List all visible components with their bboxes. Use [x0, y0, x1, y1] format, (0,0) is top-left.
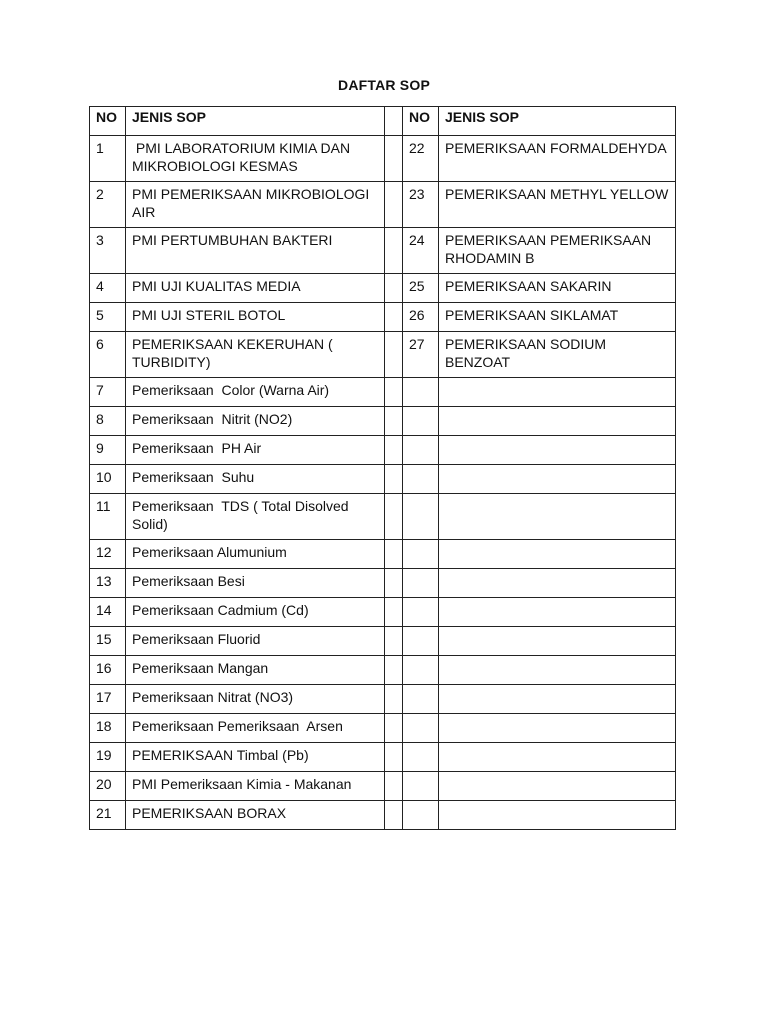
sop-table: [89, 106, 676, 830]
row-name-right: [439, 540, 676, 569]
row-no-left: 11: [90, 494, 126, 540]
row-name-right: [439, 685, 676, 714]
row-name-left: PMI UJI STERIL BOTOL: [126, 303, 385, 332]
row-name-left: PMI PEMERIKSAAN MIKROBIOLOGI AIR: [126, 182, 385, 228]
row-name-right: [439, 714, 676, 743]
row-gap: [385, 332, 403, 378]
header-no-left: NO: [90, 107, 126, 136]
row-name-left: Pemeriksaan Color (Warna Air): [126, 378, 385, 407]
row-name-right: [439, 465, 676, 494]
table-row: [90, 378, 676, 407]
row-no-right: [403, 569, 439, 598]
row-no-right: [403, 656, 439, 685]
row-gap: [385, 627, 403, 656]
row-name-left: PEMERIKSAAN BORAX: [126, 801, 385, 830]
row-no-left: 1: [90, 136, 126, 182]
table-row: [90, 274, 676, 303]
row-no-right: [403, 743, 439, 772]
row-gap: [385, 656, 403, 685]
row-name-left: PMI Pemeriksaan Kimia - Makanan: [126, 772, 385, 801]
row-name-left: Pemeriksaan Alumunium: [126, 540, 385, 569]
row-no-left: 13: [90, 569, 126, 598]
row-no-right: [403, 378, 439, 407]
row-gap: [385, 494, 403, 540]
row-name-left: Pemeriksaan Suhu: [126, 465, 385, 494]
row-no-left: 18: [90, 714, 126, 743]
row-name-left: Pemeriksaan PH Air: [126, 436, 385, 465]
page-title: DAFTAR SOP: [338, 77, 430, 93]
table-row: [90, 332, 676, 378]
table-row: [90, 182, 676, 228]
row-gap: [385, 540, 403, 569]
row-no-right: [403, 685, 439, 714]
row-name-right: [439, 801, 676, 830]
row-no-left: 6: [90, 332, 126, 378]
row-no-right: [403, 801, 439, 830]
row-no-left: 19: [90, 743, 126, 772]
header-jenis-left: JENIS SOP: [126, 107, 385, 136]
table-row: [90, 228, 676, 274]
row-no-left: 8: [90, 407, 126, 436]
table-row: [90, 714, 676, 743]
row-gap: [385, 303, 403, 332]
row-name-right: [439, 378, 676, 407]
row-name-right: [439, 598, 676, 627]
table-row: [90, 569, 676, 598]
row-no-left: 5: [90, 303, 126, 332]
row-gap: [385, 801, 403, 830]
row-name-right: [439, 743, 676, 772]
table-row: [90, 540, 676, 569]
row-no-right: [403, 714, 439, 743]
row-no-left: 14: [90, 598, 126, 627]
table-row: [90, 656, 676, 685]
row-name-left: PMI PERTUMBUHAN BAKTERI: [126, 228, 385, 274]
table-row: [90, 685, 676, 714]
row-name-left: PEMERIKSAAN Timbal (Pb): [126, 743, 385, 772]
table-row: [90, 772, 676, 801]
table-row: [90, 303, 676, 332]
row-no-left: 10: [90, 465, 126, 494]
row-gap: [385, 378, 403, 407]
header-jenis-right: JENIS SOP: [439, 107, 676, 136]
row-name-right: PEMERIKSAAN SIKLAMAT: [439, 303, 676, 332]
row-name-right: PEMERIKSAAN METHYL YELLOW: [439, 182, 676, 228]
row-no-left: 4: [90, 274, 126, 303]
row-no-left: 3: [90, 228, 126, 274]
row-no-right: 22: [403, 136, 439, 182]
table-row: [90, 627, 676, 656]
row-name-right: [439, 772, 676, 801]
table-row: [90, 407, 676, 436]
row-gap: [385, 685, 403, 714]
row-name-right: PEMERIKSAAN SODIUM BENZOAT: [439, 332, 676, 378]
row-name-left: Pemeriksaan Nitrit (NO2): [126, 407, 385, 436]
row-no-left: 17: [90, 685, 126, 714]
row-no-right: [403, 627, 439, 656]
row-name-left: Pemeriksaan Cadmium (Cd): [126, 598, 385, 627]
row-name-right: [439, 656, 676, 685]
row-name-right: PEMERIKSAAN FORMALDEHYDA: [439, 136, 676, 182]
row-name-right: [439, 494, 676, 540]
row-no-left: 20: [90, 772, 126, 801]
row-name-left: PMI LABORATORIUM KIMIA DAN MIKROBIOLOGI KESMAS: [126, 136, 385, 182]
row-gap: [385, 714, 403, 743]
table-row: [90, 136, 676, 182]
row-no-left: 21: [90, 801, 126, 830]
row-name-left: Pemeriksaan Mangan: [126, 656, 385, 685]
row-gap: [385, 407, 403, 436]
row-gap: [385, 182, 403, 228]
row-name-right: [439, 627, 676, 656]
row-no-right: 24: [403, 228, 439, 274]
header-no-right: NO: [403, 107, 439, 136]
row-gap: [385, 465, 403, 494]
row-gap: [385, 228, 403, 274]
row-no-left: 12: [90, 540, 126, 569]
row-gap: [385, 569, 403, 598]
row-name-right: [439, 436, 676, 465]
row-name-right: [439, 407, 676, 436]
row-gap: [385, 436, 403, 465]
row-name-right: PEMERIKSAAN SAKARIN: [439, 274, 676, 303]
row-name-left: PEMERIKSAAN KEKERUHAN ( TURBIDITY): [126, 332, 385, 378]
row-no-right: [403, 598, 439, 627]
row-no-left: 9: [90, 436, 126, 465]
row-name-right: [439, 569, 676, 598]
row-name-right: PEMERIKSAAN PEMERIKSAAN RHODAMIN B: [439, 228, 676, 274]
row-no-right: [403, 407, 439, 436]
table-row: [90, 494, 676, 540]
row-no-left: 15: [90, 627, 126, 656]
row-no-left: 16: [90, 656, 126, 685]
header-gap: [385, 107, 403, 136]
table-row: [90, 801, 676, 830]
row-name-left: Pemeriksaan Nitrat (NO3): [126, 685, 385, 714]
row-gap: [385, 598, 403, 627]
row-no-right: 23: [403, 182, 439, 228]
row-no-right: 26: [403, 303, 439, 332]
table-row: [90, 465, 676, 494]
row-no-left: 7: [90, 378, 126, 407]
row-name-left: Pemeriksaan Fluorid: [126, 627, 385, 656]
row-gap: [385, 136, 403, 182]
row-no-right: 25: [403, 274, 439, 303]
row-no-right: [403, 772, 439, 801]
table-row: [90, 743, 676, 772]
row-gap: [385, 274, 403, 303]
table-header-row: [90, 107, 676, 136]
row-gap: [385, 743, 403, 772]
row-name-left: PMI UJI KUALITAS MEDIA: [126, 274, 385, 303]
row-no-left: 2: [90, 182, 126, 228]
row-name-left: Pemeriksaan Besi: [126, 569, 385, 598]
row-no-right: [403, 436, 439, 465]
row-no-right: [403, 494, 439, 540]
row-name-left: Pemeriksaan Pemeriksaan Arsen: [126, 714, 385, 743]
row-no-right: [403, 540, 439, 569]
row-gap: [385, 772, 403, 801]
table-row: [90, 598, 676, 627]
row-name-left: Pemeriksaan TDS ( Total Disolved Solid): [126, 494, 385, 540]
table-row: [90, 436, 676, 465]
row-no-right: [403, 465, 439, 494]
row-no-right: 27: [403, 332, 439, 378]
